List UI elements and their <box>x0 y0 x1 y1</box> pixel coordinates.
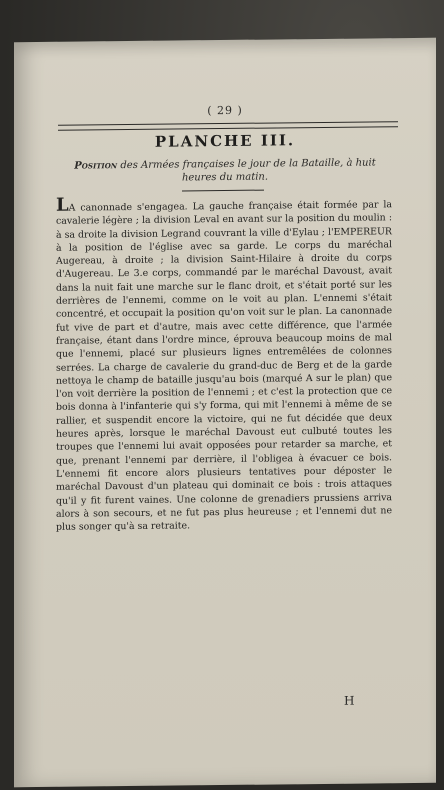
double-rule-divider <box>58 121 398 131</box>
signature-mark: H <box>344 693 355 708</box>
book-page <box>14 38 436 787</box>
body-text: A canonnade s'engagea. La gauche française était formée par la cavalerie légère ; la division Leval en avant sur la position du moulin : à sa droite la division Legrand couvrant la ville d'Eylau ; l'EMPEREUR à la position de l'église avec sa garde. Le corps du maréchal Augereau, à droite ; la division Saint-Hilaire à droite du corps d'Augereau. Le 3.e corps, commandé par le maréchal Davoust, avait dans la nuit fait une marche sur le flanc droit, et s'était porté sur les derrières de l'ennemi, comme on le voit au plan. L'ennemi s'était concentré, et occupait la position qu'on voit sur le plan. La canonnade fut vive de part et d'autre, mais avec cette différence, que l'armée française, étant dans l'ordre mince, éprouva beaucoup moins de mal que l'ennemi, placé sur plusieurs lignes entremêlées de colonnes serrées. La charge de cavalerie du grand-duc de Berg et de la garde nettoya le champ de bataille jusqu'au bois (marqué A sur le plan) que l'on voit derrière la position de l'ennemi ; et c'est la protection que ce bois donna à l'infanterie qui s'y forma, qui mit l'ennemi à même de se rallier, et suspendit encore la victoire, qui ne fut décidée que deux heures après, lorsque le maréchal Davoust eut culbuté toutes les troupes que l'ennemi lui avait opposées pour retarder sa marche, et que, prenant l'ennemi par derrière, il l'obligea à évacuer ce bois. L'ennemi fit encore alors plusieurs tentatives pour déposter le maréchal Davoust d'un plateau qui dominait ce bois : trois attaques qu'il y fit furent vaines. Une colonne de grenadiers prussiens arriva alors à son secours, et ne fut pas plus heureuse ; et l'ennemi dut ne plus songer qu'à sa retraite. <box>56 199 392 533</box>
subtitle-text: des Armées françaises le jour de la Bataille, à huit heures du matin. <box>120 157 376 184</box>
plate-title: PLANCHE III. <box>154 131 296 151</box>
page-number: ( 29 ) <box>207 103 243 118</box>
drop-cap: L <box>56 194 69 216</box>
short-rule-divider <box>182 190 264 192</box>
subtitle-lead-word: Position <box>74 160 118 172</box>
plate-subtitle <box>70 156 380 185</box>
body-paragraph <box>56 196 392 534</box>
